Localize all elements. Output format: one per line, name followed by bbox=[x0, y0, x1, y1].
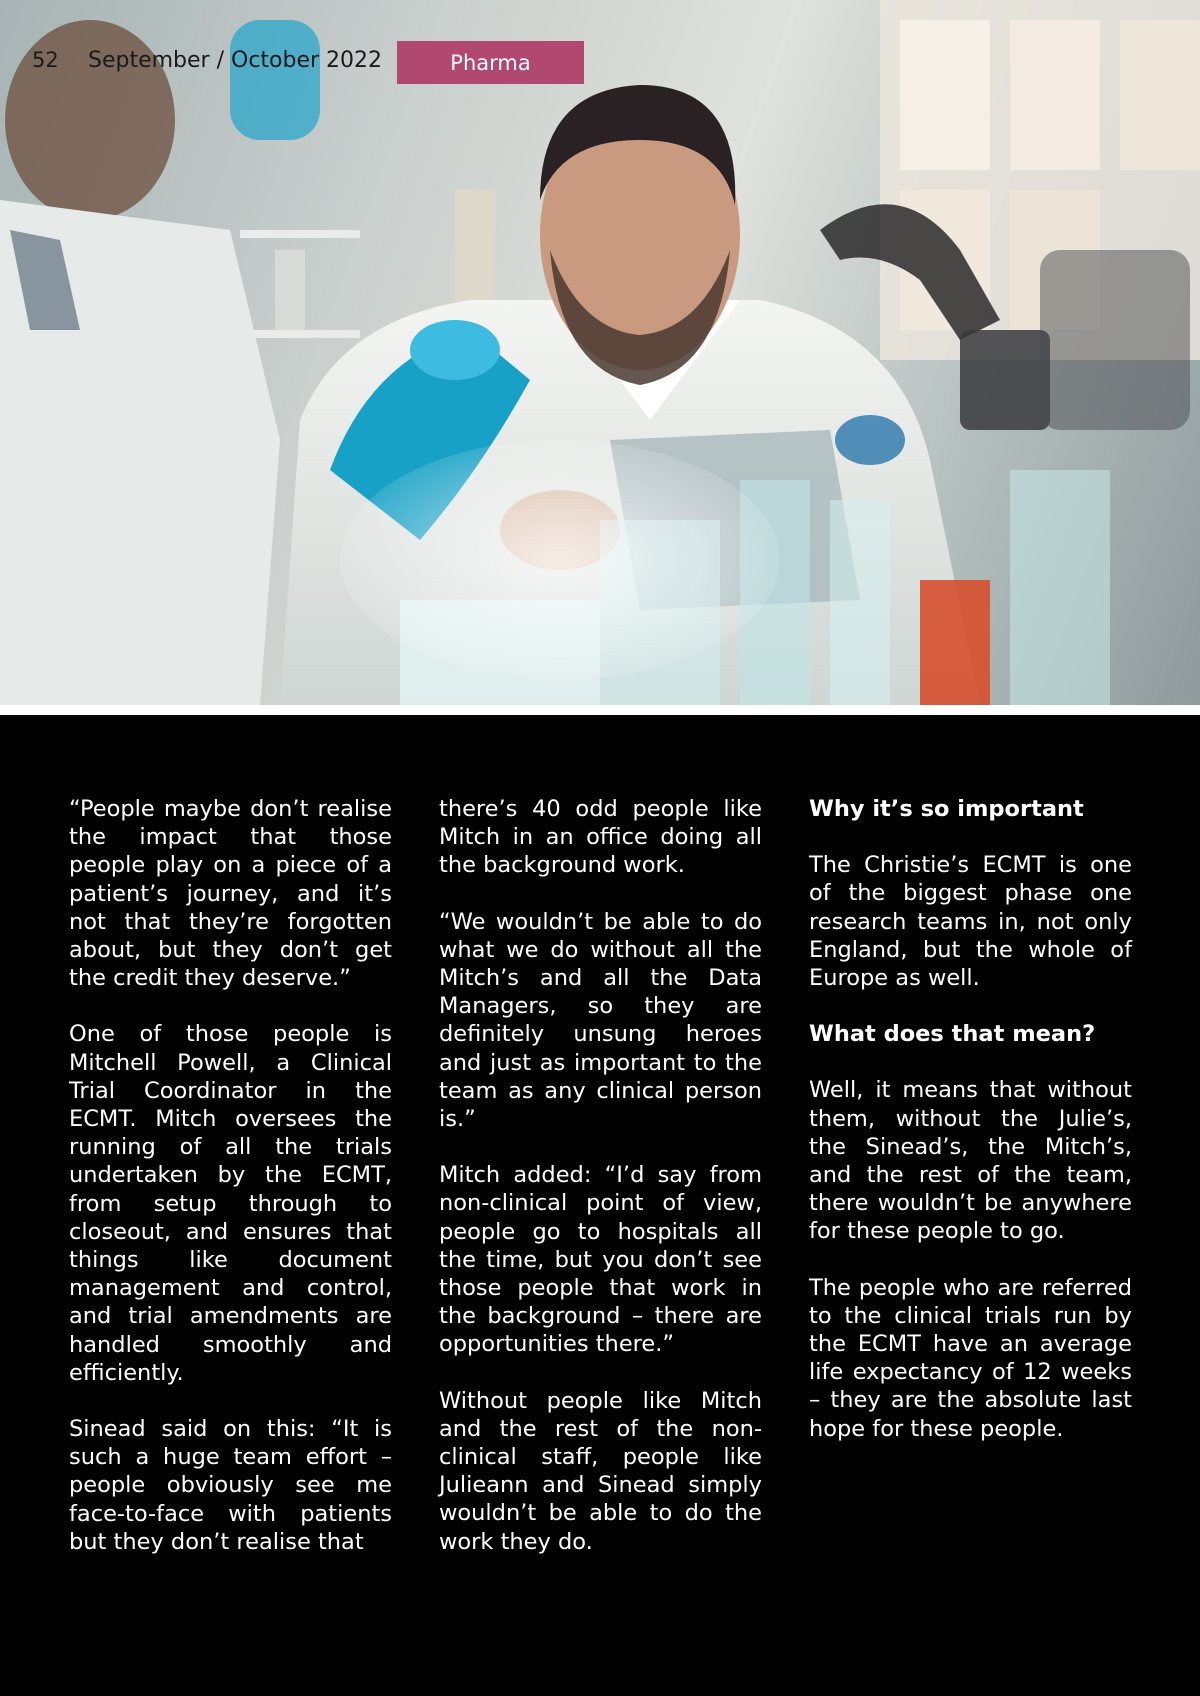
paragraph: The people who are referred to the clinical trials run by the ECMT have an average life expectancy of 12 weeks – they are the absolute last hope for these people. bbox=[809, 1274, 1132, 1442]
paragraph: Without people like Mitch and the rest of the non-clinical staff, people like Julieann and Sinead simply wouldn’t be able to do the work they do. bbox=[439, 1387, 762, 1555]
divider bbox=[0, 705, 1200, 715]
page-number: 52 bbox=[32, 48, 59, 72]
issue-date: September / October 2022 bbox=[88, 48, 383, 73]
column-1 bbox=[69, 795, 392, 1584]
paragraph: “We wouldn’t be able to do what we do without all the Mitch’s and all the Data Managers, so they are definitely unsung heroes and just as important to the team as any clinical person is.” bbox=[439, 908, 762, 1133]
subheading: What does that mean? bbox=[809, 1021, 1096, 1048]
paragraph: The Christie’s ECMT is one of the biggest phase one research teams in, not only England, but the whole of Europe as well. bbox=[809, 852, 1132, 992]
paragraph: One of those people is Mitchell Powell, a Clinical Trial Coordinator in the ECMT. Mitch oversees the running of all the trials undertaken by the ECMT, from setup through to closeout, and ensures that things like document management and control, and trial amendments are handled smoothly and efficiently. bbox=[69, 1021, 392, 1386]
section-badge: Pharma bbox=[397, 41, 584, 84]
column-2 bbox=[439, 795, 762, 1584]
hero-photo bbox=[0, 0, 1200, 705]
paragraph: there’s 40 odd people like Mitch in an office doing all the background work. bbox=[439, 796, 762, 879]
paragraph: Sinead said on this: “It is such a huge team effort – people obviously see me face-to-face with patients but they don’t realise that bbox=[69, 1416, 392, 1555]
subheading: Why it’s so important bbox=[809, 796, 1084, 822]
paragraph: “People maybe don’t realise the impact that those people play on a piece of a patient’s journey, and it’s not that they’re forgotten about, but they don’t get the credit they deserve.” bbox=[69, 796, 392, 992]
lab-scientist-photo-icon bbox=[0, 0, 1200, 705]
paragraph: Mitch added: “I’d say from non-clinical point of view, people go to hospitals all the time, but you don’t see those people that work in the background – there are opportunities there.” bbox=[439, 1162, 762, 1358]
article-body bbox=[69, 795, 1132, 1584]
column-3 bbox=[809, 795, 1132, 1584]
paragraph: Well, it means that without them, without the Julie’s, the Sinead’s, the Mitch’s, and the rest of the team, there wouldn’t be anywhere for these people to go. bbox=[809, 1077, 1132, 1245]
